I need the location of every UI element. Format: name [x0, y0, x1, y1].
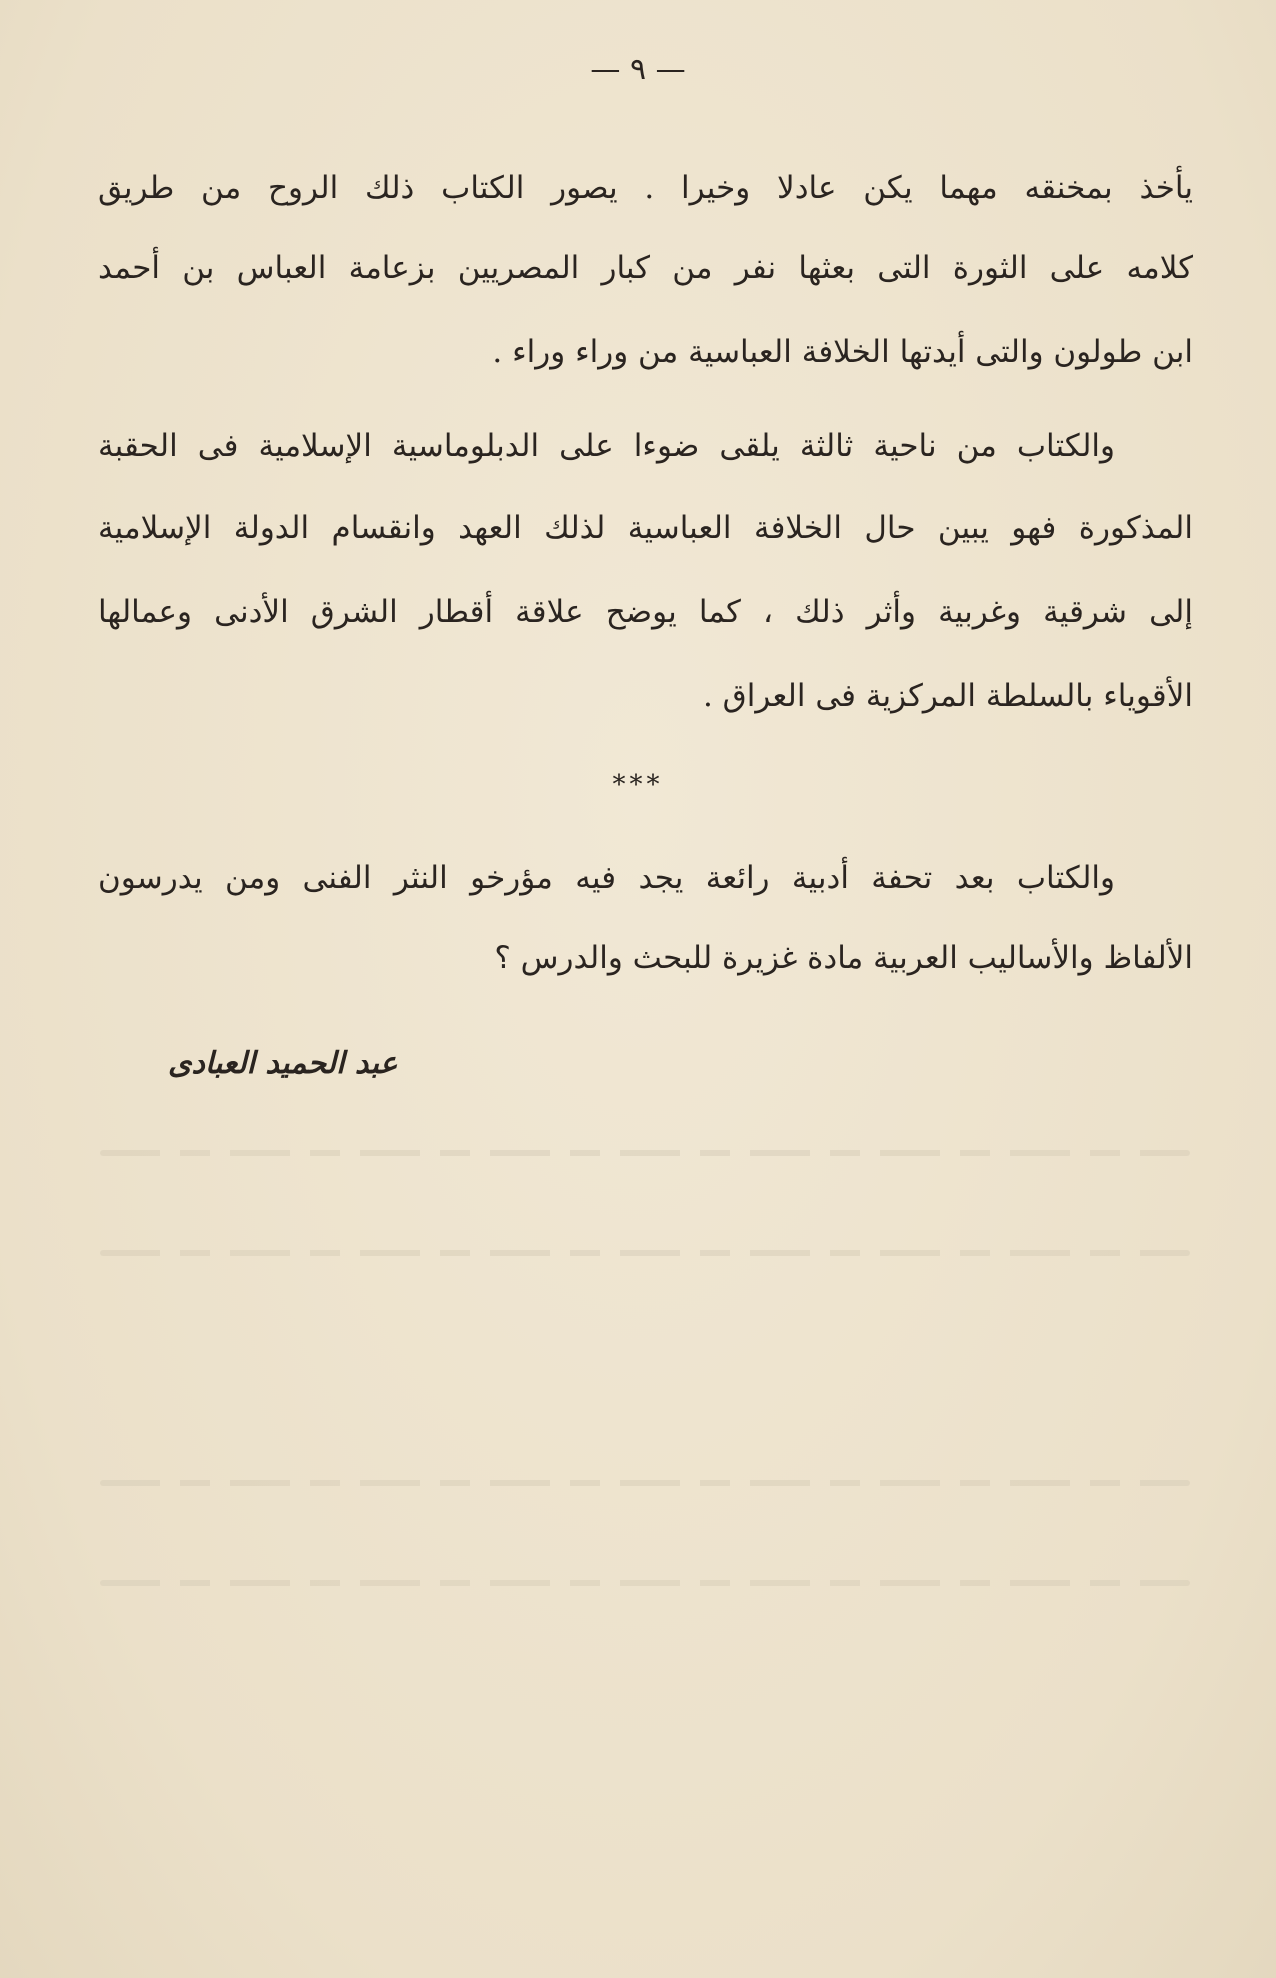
text-line: والكتاب من ناحية ثالثة يلقى ضوءا على الدبلوماسية الإسلامية فى الحقبة — [98, 428, 1115, 464]
text-line: ابن طولون والتى أيدتها الخلافة العباسية من وراء وراء . — [492, 334, 1193, 370]
text-line: والكتاب بعد تحفة أدبية رائعة يجد فيه مؤرخو النثر الفنى ومن يدرسون — [98, 860, 1115, 896]
bleed-through-mark — [100, 1480, 1190, 1486]
text-line: يأخذ بمخنقه مهما يكن عادلا وخيرا . يصور الكتاب ذلك الروح من طريق — [98, 170, 1193, 206]
section-separator: *** — [612, 770, 664, 800]
text-line: الأقوياء بالسلطة المركزية فى العراق . — [702, 678, 1193, 714]
bleed-through-mark — [100, 1150, 1190, 1156]
author-signature: عبد الحميد العبادى — [168, 1046, 398, 1081]
bleed-through-mark — [100, 1580, 1190, 1586]
text-line: كلامه على الثورة التى بعثها نفر من كبار المصريين بزعامة العباس بن أحمد — [98, 250, 1193, 286]
bleed-through-mark — [100, 1250, 1190, 1256]
page-number: — ٩ — — [590, 52, 686, 87]
text-line: الألفاظ والأساليب العربية مادة غزيرة للبحث والدرس ؟ — [494, 940, 1193, 976]
text-line: إلى شرقية وغربية وأثر ذلك ، كما يوضح علاقة أقطار الشرق الأدنى وعمالها — [98, 594, 1193, 630]
text-line: المذكورة فهو يبين حال الخلافة العباسية لذلك العهد وانقسام الدولة الإسلامية — [98, 510, 1193, 546]
